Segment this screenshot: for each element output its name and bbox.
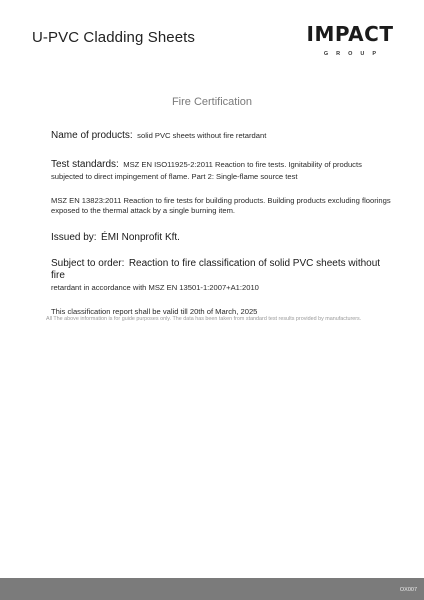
impact-group-logo bbox=[302, 24, 398, 57]
certificate-body bbox=[51, 129, 396, 317]
logo-wordmark: IMPACT bbox=[306, 22, 394, 46]
products-value: solid PVC sheets without fire retardant bbox=[137, 131, 267, 140]
disclaimer-text: All The above information is for guide purposes only. The data has been taken from standard test results provided by manufacturers. bbox=[46, 316, 362, 322]
order-line bbox=[51, 257, 396, 293]
validity-text: This classification report shall be valid till 20th of March, 2025 bbox=[51, 307, 258, 316]
products-line bbox=[51, 129, 396, 141]
document-code: OX007 bbox=[399, 587, 417, 593]
standard-2-text: MSZ EN 13823:2011 Reaction to fire tests for building products. Building products excluding floorings exposed to the thermal attack by a single burning item. bbox=[51, 196, 391, 215]
page-title: U-PVC Cladding Sheets bbox=[32, 29, 196, 46]
standards-label: Test standards: bbox=[51, 159, 119, 170]
certificate-title: Fire Certification bbox=[171, 96, 253, 108]
issued-line bbox=[51, 231, 396, 243]
issued-value: ÉMI Nonprofit Kft. bbox=[101, 232, 180, 243]
order-value-continued: retardant in accordance with MSZ EN 13501-1:2007+A1:2010 bbox=[51, 283, 259, 292]
standards-value: MSZ EN ISO11925-2:2011 Reaction to fire tests. Ignitability of products subjected to direct impingement of flame. Part 2: Single-flame source test bbox=[51, 160, 362, 181]
logo-subtitle: GROUP bbox=[323, 51, 385, 57]
order-label: Subject to order: bbox=[51, 258, 125, 269]
issued-label: Issued by: bbox=[51, 232, 97, 243]
standards-line bbox=[51, 158, 396, 182]
footer-bar bbox=[0, 578, 424, 600]
order-value: Reaction to fire classification of solid PVC sheets without fire bbox=[51, 258, 381, 281]
products-label: Name of products: bbox=[51, 130, 133, 141]
